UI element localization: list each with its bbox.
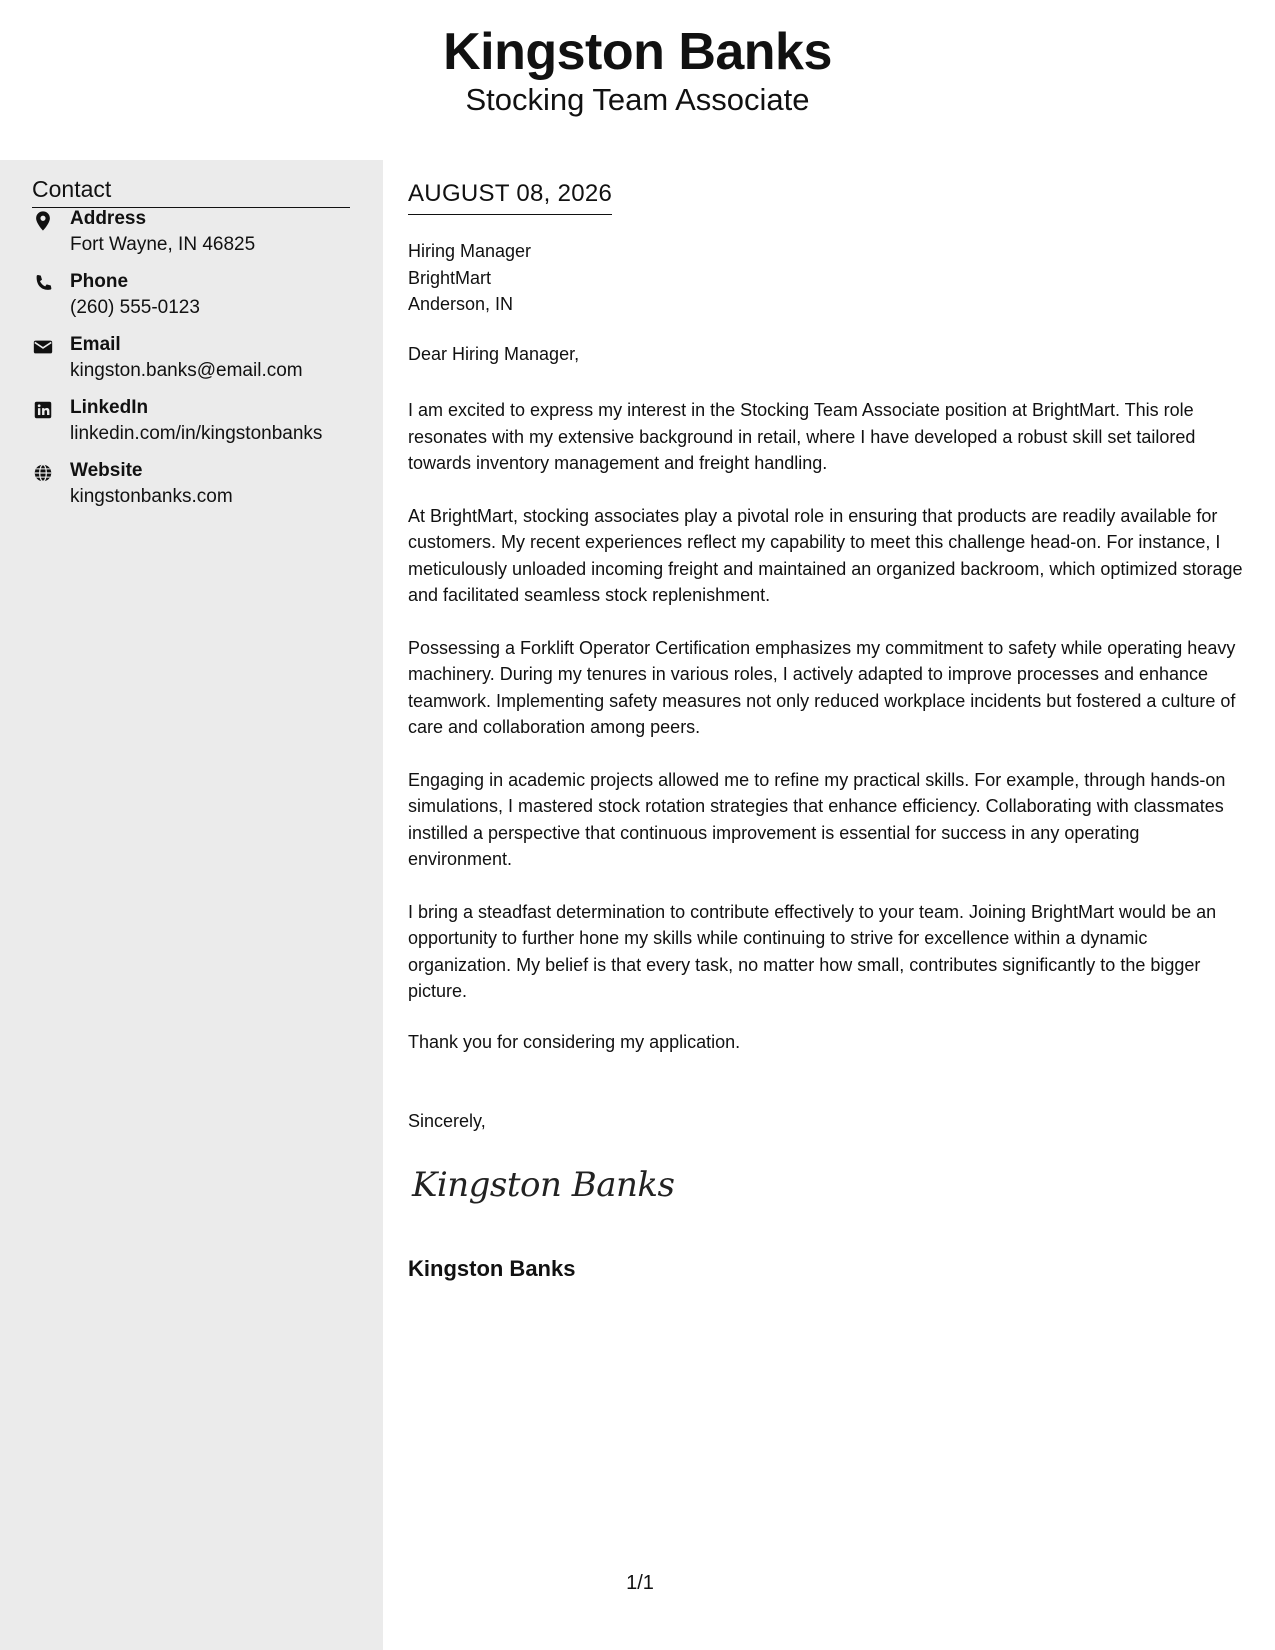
contact-label: LinkedIn bbox=[70, 397, 149, 418]
linkedin-value[interactable]: linkedin.com/in/kingstonbanks bbox=[70, 423, 323, 444]
letter-paragraphs bbox=[408, 397, 1248, 1031]
email-value[interactable]: kingston.banks@email.com bbox=[70, 360, 303, 381]
contact-heading: Contact bbox=[32, 176, 350, 208]
recipient-line: Anderson, IN bbox=[408, 294, 514, 314]
thanks-line: Thank you for considering my application. bbox=[408, 1032, 741, 1052]
contact-item-phone bbox=[32, 271, 362, 325]
recipient-block bbox=[408, 238, 531, 318]
phone-value: (260) 555-0123 bbox=[70, 297, 200, 318]
contact-item-website bbox=[32, 460, 362, 514]
website-value[interactable]: kingstonbanks.com bbox=[70, 486, 233, 507]
contact-label: Address bbox=[70, 208, 147, 229]
closing-line: Sincerely, bbox=[408, 1111, 486, 1131]
paragraph: At BrightMart, stocking associates play a pivotal role in ensuring that products are readily available for customers. My recent experiences reflect my capability to meet this challenge head-on. For instance, I meticulously unloaded incoming freight and maintained an organized backroom, which optimized storage and facilitated seamless stock replenishment. bbox=[408, 505, 1243, 605]
contact-label: Website bbox=[70, 460, 143, 481]
contact-item-linkedin bbox=[32, 397, 362, 451]
contact-item-email bbox=[32, 334, 362, 388]
candidate-name: Kingston Banks bbox=[443, 23, 832, 81]
globe-icon bbox=[32, 462, 54, 484]
header bbox=[0, 0, 1275, 160]
page-number: 1/1 bbox=[626, 1572, 654, 1594]
signed-name: Kingston Banks bbox=[408, 1256, 576, 1281]
paragraph: I bring a steadfast determination to contribute effectively to your team. Joining BrightMart would be an opportunity to further hone my skills while continuing to strive for excellence within a dynamic organization. My belief is that every task, no matter how small, contributes significantly to the bigger picture. bbox=[408, 901, 1217, 1001]
recipient-line: Hiring Manager bbox=[408, 241, 532, 261]
contact-item-address bbox=[32, 208, 362, 262]
contact-label: Phone bbox=[70, 271, 129, 292]
paragraph: Engaging in academic projects allowed me to refine my practical skills. For example, through hands-on simulations, I mastered stock rotation strategies that enhance efficiency. Collaborating with classmates instilled a perspective that continuous improvement is essential for success in any operating environment. bbox=[408, 769, 1226, 869]
recipient-line: BrightMart bbox=[408, 267, 492, 288]
job-title: Stocking Team Associate bbox=[465, 82, 810, 117]
contact-sidebar bbox=[0, 160, 383, 1650]
linkedin-icon bbox=[32, 399, 54, 421]
salutation: Dear Hiring Manager, bbox=[408, 344, 580, 364]
letter-date: AUGUST 08, 2026 bbox=[408, 180, 612, 215]
paragraph: I am excited to express my interest in the Stocking Team Associate position at BrightMart. This role resonates with my extensive background in retail, where I have developed a robust skill set tailored towards inventory management and freight handling. bbox=[408, 400, 1196, 473]
map-pin-icon bbox=[32, 210, 54, 232]
contact-label: Email bbox=[70, 334, 121, 355]
handwritten-signature: Kingston Banks bbox=[412, 1165, 675, 1205]
envelope-icon bbox=[32, 336, 54, 358]
phone-icon bbox=[32, 273, 54, 295]
paragraph: Possessing a Forklift Operator Certification emphasizes my commitment to safety while operating heavy machinery. During my tenures in various roles, I actively adapted to improve processes and enhance teamwork. Implementing safety measures not only reduced workplace incidents but fostered a culture of care and collaboration among peers. bbox=[408, 637, 1236, 737]
address-value: Fort Wayne, IN 46825 bbox=[70, 234, 256, 255]
